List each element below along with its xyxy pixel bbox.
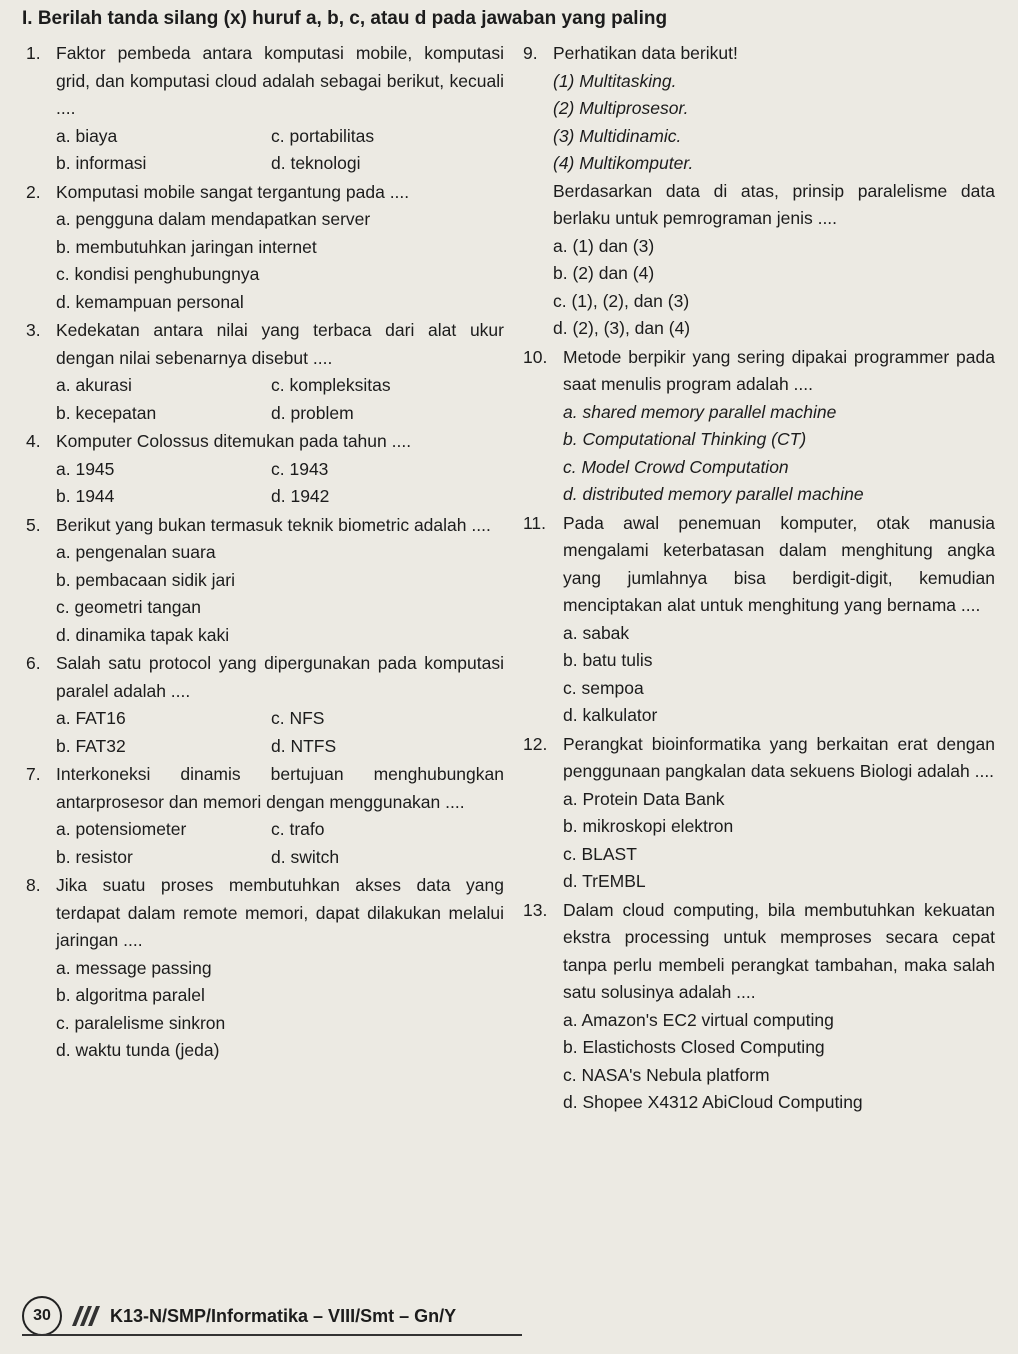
question-text: Kedekatan antara nilai yang terbaca dari alat ukur dengan nilai sebenarnya disebut .... — [56, 320, 504, 368]
option-c[interactable]: c. kondisi penghubungnya — [56, 264, 260, 284]
option-a[interactable]: a. pengguna dalam mendapatkan server — [56, 209, 371, 229]
question-text: Komputasi mobile sangat tergantung pada .... — [56, 181, 410, 202]
book-code: K13-N/SMP/Informatika – VIII/Smt – Gn/Y — [110, 1305, 457, 1326]
option-c[interactable]: c. geometri tangan — [56, 597, 201, 617]
option-a[interactable]: a. FAT16 — [56, 708, 126, 728]
question-number: 13. — [523, 899, 548, 920]
option-d[interactable]: d. NTFS — [271, 735, 337, 756]
question-3 — [26, 317, 504, 427]
question-text: Berikut yang bukan termasuk teknik biometric adalah .... — [56, 514, 491, 535]
section-heading: I. Berilah tanda silang (x) huruf a, b, c, atau d pada jawaban yang paling — [22, 8, 668, 29]
option-c[interactable]: c. NASA's Nebula platform — [563, 1064, 770, 1085]
question-number: 8. — [26, 875, 41, 895]
option-a[interactable]: a. (1) dan (3) — [553, 235, 655, 256]
option-b[interactable]: b. FAT32 — [56, 735, 126, 756]
option-c[interactable]: c. (1), (2), dan (3) — [553, 290, 690, 311]
question-11 — [523, 510, 995, 730]
option-a[interactable]: a. sabak — [563, 622, 630, 643]
option-b[interactable]: b. mikroskopi elektron — [563, 816, 734, 836]
question-text: Faktor pembeda antara komputasi mobile, komputasi grid, dan komputasi cloud adalah sebagai berikut, kecuali .... — [56, 43, 504, 118]
question-number: 10. — [523, 346, 548, 367]
question-text: Jika suatu proses membutuhkan akses data yang terdapat dalam remote memori, dapat dilakukan melalui jaringan .... — [56, 875, 504, 950]
question-10 — [523, 344, 995, 509]
question-7 — [26, 761, 504, 871]
question-number: 11. — [523, 512, 547, 533]
option-b[interactable]: b. algoritma paralel — [56, 985, 205, 1005]
question-text: Salah satu protocol yang dipergunakan pada komputasi paralel adalah .... — [56, 653, 504, 701]
option-a[interactable]: a. akurasi — [56, 375, 132, 395]
option-c[interactable]: c. Model Crowd Computation — [563, 456, 789, 477]
stripe-icon — [70, 1304, 100, 1328]
right-column — [523, 40, 995, 1118]
option-a[interactable]: a. Amazon's EC2 virtual computing — [563, 1009, 834, 1030]
question-13 — [523, 897, 995, 1117]
question-4 — [26, 428, 504, 511]
question-number: 9. — [523, 43, 538, 63]
question-1 — [26, 40, 504, 178]
option-a[interactable]: a. shared memory parallel machine — [563, 401, 837, 422]
left-column — [26, 40, 504, 1066]
page-footer — [22, 1296, 992, 1336]
data-item-3: (3) Multidinamic. — [553, 125, 682, 146]
question-8 — [26, 872, 504, 1065]
page-number: 30 — [22, 1296, 62, 1336]
option-a[interactable]: a. potensiometer — [56, 819, 187, 839]
option-a[interactable]: a. pengenalan suara — [56, 542, 216, 562]
option-b[interactable]: b. pembacaan sidik jari — [56, 569, 235, 590]
option-d[interactable]: d. TrEMBL — [563, 871, 646, 891]
option-d[interactable]: d. teknologi — [271, 153, 361, 173]
option-d[interactable]: d. 1942 — [271, 486, 330, 506]
option-d[interactable]: d. waktu tunda (jeda) — [56, 1040, 220, 1060]
question-number: 7. — [26, 764, 41, 784]
option-c[interactable]: c. BLAST — [563, 843, 637, 864]
option-a[interactable]: a. 1945 — [56, 458, 115, 479]
question-text: Interkoneksi dinamis bertujuan menghubungkan antarprosesor dan memori dengan menggunakan .... — [56, 764, 504, 812]
data-item-4: (4) Multikomputer. — [553, 153, 694, 173]
question-6 — [26, 650, 504, 760]
question-number: 6. — [26, 653, 41, 673]
option-b[interactable]: b. (2) dan (4) — [553, 263, 655, 283]
option-c[interactable]: c. sempoa — [563, 677, 644, 698]
footer-rule — [22, 1334, 522, 1336]
option-c[interactable]: c. NFS — [271, 708, 325, 728]
question-text: Pada awal penemuan komputer, otak manusia mengalami keterbatasan dalam menghitung angka yang jumlahnya bisa berdigit-digit, kemudian menciptakan alat untuk menghitung yang bernama .... — [563, 512, 995, 615]
option-c[interactable]: c. trafo — [271, 819, 325, 839]
option-d[interactable]: d. dinamika tapak kaki — [56, 624, 230, 645]
option-b[interactable]: b. informasi — [56, 153, 147, 173]
data-item-2: (2) Multiprosesor. — [553, 98, 689, 118]
option-b[interactable]: b. 1944 — [56, 486, 115, 506]
question-instruction: Berdasarkan data di atas, prinsip paralelisme data berlaku untuk pemrograman jenis .... — [553, 180, 995, 228]
question-text: Dalam cloud computing, bila membutuhkan kekuatan ekstra processing untuk memproses secara cepat tanpa perlu membeli perangkat tambahan, maka salah satu solusinya adalah .... — [563, 899, 995, 1002]
question-5 — [26, 512, 504, 650]
option-b[interactable]: b. Computational Thinking (CT) — [563, 429, 807, 449]
option-d[interactable]: d. kalkulator — [563, 705, 658, 725]
question-number: 2. — [26, 181, 41, 202]
option-c[interactable]: c. portabilitas — [271, 125, 375, 146]
question-12 — [523, 731, 995, 896]
question-number: 12. — [523, 733, 548, 754]
option-a[interactable]: a. message passing — [56, 957, 212, 978]
option-a[interactable]: a. biaya — [56, 125, 118, 146]
question-number: 1. — [26, 43, 41, 63]
option-b[interactable]: b. membutuhkan jaringan internet — [56, 236, 317, 257]
data-item-1: (1) Multitasking. — [553, 70, 677, 91]
option-d[interactable]: d. (2), (3), dan (4) — [553, 318, 691, 338]
option-d[interactable]: d. Shopee X4312 AbiCloud Computing — [563, 1092, 863, 1112]
question-text: Metode berpikir yang sering dipakai programmer pada saat menulis program adalah .... — [563, 346, 995, 394]
question-text: Perangkat bioinformatika yang berkaitan erat dengan penggunaan pangkalan data sekuens Biologi adalah .... — [563, 733, 995, 781]
option-b[interactable]: b. kecepatan — [56, 402, 157, 423]
option-a[interactable]: a. Protein Data Bank — [563, 788, 725, 809]
option-b[interactable]: b. Elastichosts Closed Computing — [563, 1037, 825, 1057]
question-text: Komputer Colossus ditemukan pada tahun .... — [56, 431, 412, 451]
option-d[interactable]: d. problem — [271, 402, 354, 423]
question-number: 4. — [26, 431, 41, 451]
option-d[interactable]: d. kemampuan personal — [56, 291, 244, 312]
option-d[interactable]: d. distributed memory parallel machine — [563, 484, 864, 504]
question-2 — [26, 179, 504, 317]
option-d[interactable]: d. switch — [271, 846, 340, 867]
option-c[interactable]: c. paralelisme sinkron — [56, 1012, 226, 1033]
option-b[interactable]: b. batu tulis — [563, 650, 653, 670]
question-text: Perhatikan data berikut! — [553, 43, 738, 63]
question-9 — [523, 40, 995, 343]
question-number: 5. — [26, 514, 41, 535]
option-b[interactable]: b. resistor — [56, 846, 133, 867]
option-c[interactable]: c. 1943 — [271, 458, 329, 479]
question-number: 3. — [26, 320, 41, 340]
option-c[interactable]: c. kompleksitas — [271, 375, 391, 395]
